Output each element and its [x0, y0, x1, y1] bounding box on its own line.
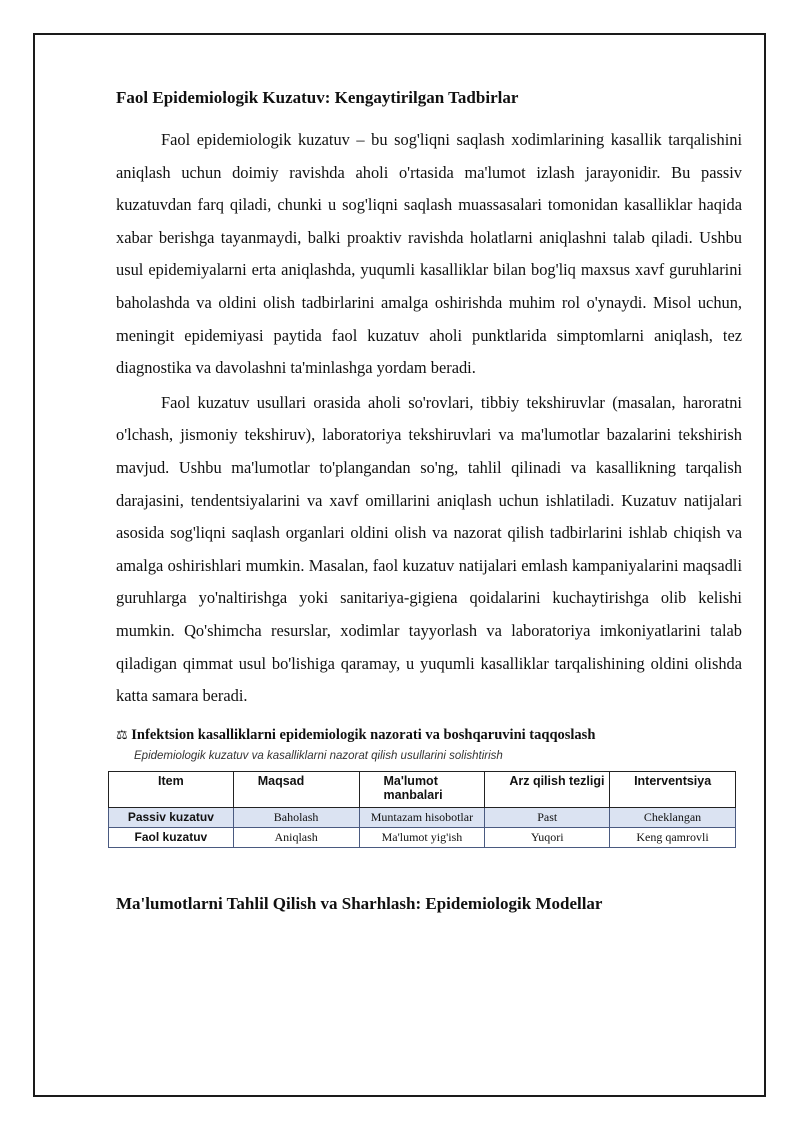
table-cell: Ma'lumot yig'ish: [359, 827, 485, 847]
balance-scale-icon: ⚖: [116, 727, 128, 743]
table-cell: Cheklangan: [610, 807, 736, 827]
column-header: Item: [109, 771, 234, 807]
table-caption: Epidemiologik kuzatuv va kasalliklarni nazorat qilish usullarini solishtirish: [134, 749, 503, 762]
column-header: Maqsad: [233, 771, 359, 807]
table-cell: Baholash: [233, 807, 359, 827]
table-row: [109, 827, 736, 847]
table-cell: Muntazam hisobotlar: [359, 807, 485, 827]
table-row: [109, 807, 736, 827]
row-header: Faol kuzatuv: [109, 827, 234, 847]
column-header: Ma'lumot manbalari: [359, 771, 485, 807]
document-body: [116, 86, 742, 916]
row-header: Passiv kuzatuv: [109, 807, 234, 827]
table-cell: Aniqlash: [233, 827, 359, 847]
column-header: Interventsiya: [610, 771, 736, 807]
table-header-row: [109, 771, 736, 807]
column-header: Arz qilish tezligi: [485, 771, 610, 807]
table-heading: [116, 725, 742, 746]
table-heading-text: Infektsion kasalliklarni epidemiologik nazorati va boshqaruvini taqqoslash: [131, 726, 596, 743]
table-cell: Keng qamrovli: [610, 827, 736, 847]
comparison-table: [108, 771, 736, 848]
table-cell: Past: [485, 807, 610, 827]
paragraph: Faol kuzatuv usullari orasida aholi so'rovlari, tibbiy tekshiruvlar (masalan, haroratni o'lchash, jismoniy tekshiruv), laboratoriya tekshiruvlari va ma'lumotlar bazalarini tekshirish mavjud. Ushbu ma'lumotlar to'plangandan so'ng, tahlil qilinadi va kasallikning tarqalish darajasini, tendentsiyalarini va xavf omillarini aniqlash uchun ishlatiladi. Kuzatuv natijalari asosida sog'liqni saqlash organlari oldini olish va nazorat qilish tadbirlarini ishlab chiqish va amalga oshirishlari mumkin. Masalan, faol kuzatuv natijalari emlash kampaniyalarini maqsadli guruhlarga yo'naltirishga yoki sanitariya-gigiena qoidalarini kuchaytirishga olib kelishi mumkin. Qo'shimcha resurslar, xodimlar tayyorlash va laboratoriya imkoniyatlarini talab qiladigan qimmat usul bo'lishiga qaramay, u yuqumli kasalliklar tarqalishining oldini olishda katta samara beradi.: [116, 392, 742, 706]
section-heading: Faol Epidemiologik Kuzatuv: Kengaytirilgan Tadbirlar: [116, 88, 519, 107]
paragraph: Faol epidemiologik kuzatuv – bu sog'liqni saqlash xodimlarining kasallik tarqalishini aniqlash uchun doimiy ravishda aholi o'rtasida ma'lumot izlash jarayonidir. Bu passiv kuzatuvdan farq qiladi, chunki u sog'liqni saqlash muassasalari tomonidan kasalliklar haqida xabar berishga tayanmaydi, balki proaktiv ravishda holatlarni aniqlashni talab qiladi. Ushbu usul epidemiyalarni erta aniqlashda, yuqumli kasalliklar bilan bog'liq maxsus xavf guruhlarini baholashda va oldini olish tadbirlarini amalga oshirishda muhim rol o'ynaydi. Misol uchun, meningit epidemiyasi paytida faol kuzatuv aholi punktlarida simptomlarni aniqlash, tez diagnostika va davolashni ta'minlashga yordam beradi.: [116, 130, 742, 378]
section-heading: Ma'lumotlarni Tahlil Qilish va Sharhlash: Epidemiologik Modellar: [116, 893, 603, 913]
table-cell: Yuqori: [485, 827, 610, 847]
